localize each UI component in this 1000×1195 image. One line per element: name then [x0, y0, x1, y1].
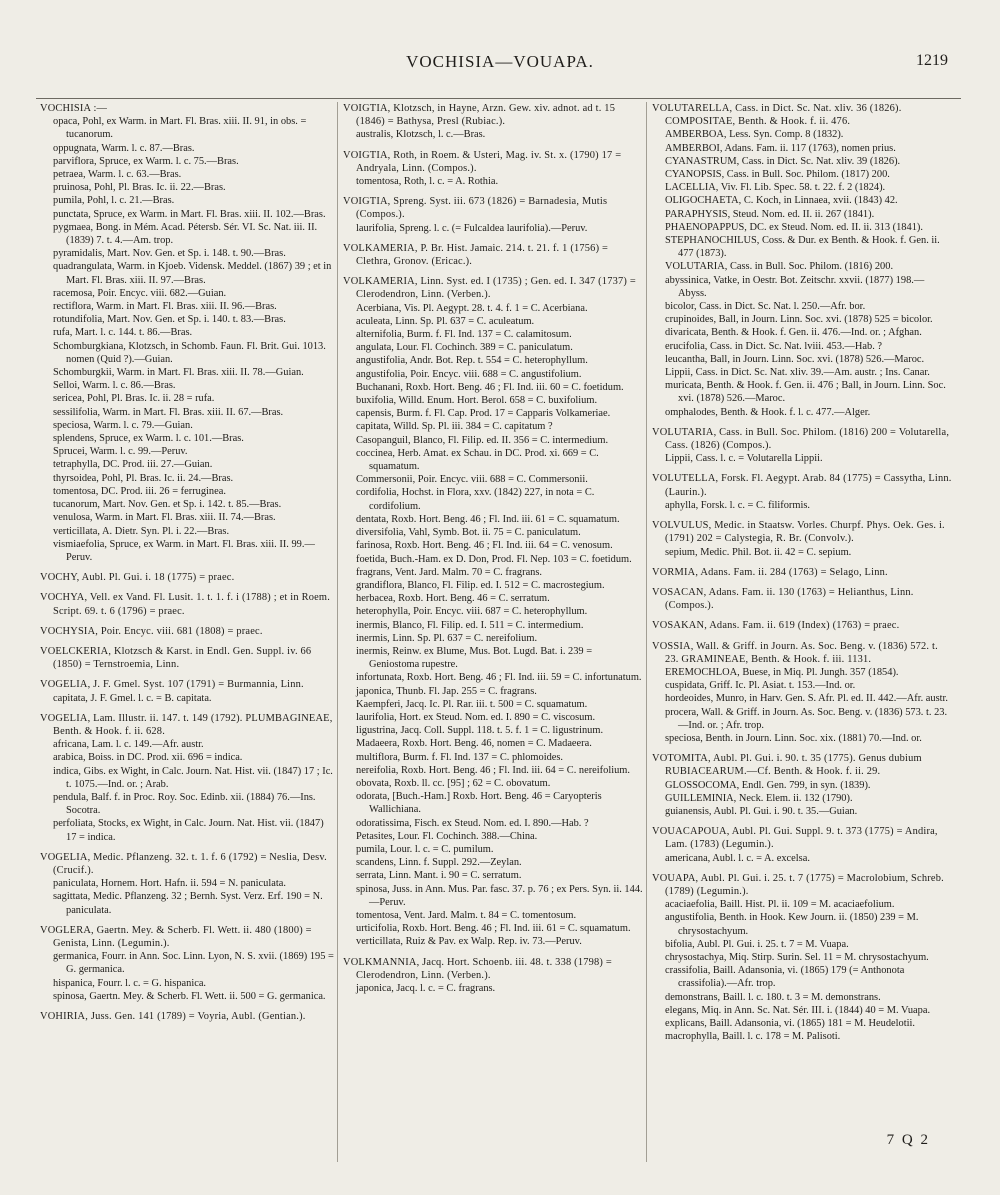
- entry-line: inermis, Blanco, Fl. Filip. ed. I. 511 = C. intermedium.: [356, 619, 584, 631]
- entry-heading: VOIGTIA, Spreng. Syst. iii. 673 (1826) = Barnadesia, Mutis (Compos.).: [343, 196, 608, 221]
- entry-line: pygmaea, Bong. in Mém. Acad. Pétersb. Sér. VI. Sc. Nat. iii. II. (1839) 7. t. 4.—Am. trop.: [53, 221, 318, 247]
- entry-line: angustifolia, Poir. Encyc. viii. 688 = C. angustifolium.: [356, 368, 582, 380]
- entry-heading: VOLUTARELLA, Cass. in Dict. Sc. Nat. xliv. 36 (1826). COMPOSITAE, Benth. & Hook. f. ii. 476.: [652, 103, 902, 128]
- entry-line: pyramidalis, Mart. Nov. Gen. et Sp. i. 148. t. 90.—Bras.: [53, 248, 286, 260]
- entry-line: punctata, Spruce, ex Warm. in Mart. Fl. Bras. xiii. II. 102.—Bras.: [53, 208, 326, 220]
- column-divider: [337, 102, 338, 1162]
- entry-line: Madaeera, Roxb. Hort. Beng. 46, nomen = C. Madaeera.: [356, 738, 592, 750]
- entry-line: CYANASTRUM, Cass. in Dict. Sc. Nat. xliv. 39 (1826).: [665, 155, 901, 167]
- entry-line: parviflora, Spruce, ex Warm. l. c. 75.—Bras.: [53, 155, 239, 167]
- entry-line: opaca, Pohl, ex Warm. in Mart. Fl. Bras. xiii. II. 91, in obs. = tucanorum.: [53, 116, 307, 141]
- entry-line: vismiaefolia, Spruce, ex Warm. in Mart. Fl. Bras. xiii. II. 99.—Peruv.: [53, 538, 315, 563]
- entry-heading: VOHIRIA, Juss. Gen. 141 (1789) = Voyria, Aubl. (Gentian.).: [40, 1011, 306, 1022]
- entry-line: capensis, Burm. f. Fl. Cap. Prod. 17 = Capparis Volkameriae.: [356, 408, 611, 420]
- entry-line: germanica, Fourr. in Ann. Soc. Linn. Lyon, N. S. xvii. (1869) 195 = G. germanica.: [53, 951, 334, 976]
- column-left: [40, 102, 334, 1162]
- entry-line: multiflora, Burm. f. Fl. Ind. 137 = C. phlomoides.: [356, 751, 564, 763]
- entry-heading: VOIGTIA, Klotzsch, in Hayne, Arzn. Gew. xiv. adnot. ad t. 15 (1846) = Bathysa, Presl (Rubiac.).: [343, 103, 616, 128]
- entry-line: japonica, Jacq. l. c. = C. fragrans.: [356, 983, 496, 994]
- entry: [652, 519, 952, 559]
- entry-line: Casopanguil, Blanco, Fl. Filip. ed. II. 356 = C. intermedium.: [356, 434, 609, 446]
- entry-line: africana, Lam. l. c. 149.—Afr. austr.: [53, 739, 204, 751]
- entry-line: Sprucei, Warm. l. c. 99.—Peruv.: [53, 446, 188, 458]
- entry-line: foetida, Buch.-Ham. ex D. Don, Prod. Fl. Nep. 103 = C. foetidum.: [356, 553, 632, 565]
- entry: [40, 678, 334, 704]
- entry-line: hordeoides, Munro, in Harv. Gen. S. Afr. Pl. ed. II. 442.—Afr. austr.: [665, 693, 949, 705]
- entry-line: chrysostachya, Miq. Stirp. Surin. Sel. 11 = M. chrysostachyum.: [665, 951, 929, 963]
- entry-line: spinosa, Juss. in Ann. Mus. Par. fasc. 37. p. 76 ; ex Pers. Syn. ii. 144.—Peruv.: [356, 883, 643, 908]
- entry-line: fragrans, Vent. Jard. Malm. 70 = C. fragrans.: [356, 566, 543, 578]
- page-title: VOCHISIA—VOUAPA.: [406, 52, 594, 71]
- entry-heading: VOELCKERIA, Klotzsch & Karst. in Endl. Gen. Suppl. iv. 66 (1850) = Ternstroemia, Linn.: [40, 645, 312, 671]
- entry-line: quadrangulata, Warm. in Kjoeb. Vidensk. Meddel. (1867) 39 ; et in Mart. Fl. Bras. xiii. II. 97.—Bras.: [53, 261, 332, 286]
- entry-line: PARAPHYSIS, Steud. Nom. ed. II. ii. 267 (1841).: [665, 208, 875, 220]
- entry-line: explicans, Baill. Adansonia, vi. (1865) 181 = M. Heudelotii.: [665, 1018, 916, 1029]
- entry-line: verticillata, Ruiz & Pav. ex Walp. Rep. iv. 73.—Peruv.: [356, 936, 582, 948]
- entry-heading: VOSSIA, Wall. & Griff. in Journ. As. Soc. Beng. v. (1836) 572. t. 23. GRAMINEAE, Benth. & Hook. f. iii. 1131.: [652, 640, 938, 665]
- entry-line: capitata, J. F. Gmel. l. c. = B. capitata.: [53, 692, 212, 704]
- entry-heading: VOLKAMERIA, P. Br. Hist. Jamaic. 214. t. 21. f. 1 (1756) = Clethra, Gronov. (Ericac.).: [343, 242, 609, 268]
- entry: [652, 472, 952, 512]
- entry-line: tomentosa, Vent. Jard. Malm. t. 84 = C. tomentosum.: [356, 909, 577, 921]
- entry-line: farinosa, Roxb. Hort. Beng. 46 ; Fl. Ind. iii. 64 = C. venosum.: [356, 540, 613, 552]
- entry: [40, 571, 334, 584]
- entry-heading: VORMIA, Adans. Fam. ii. 284 (1763) = Selago, Linn.: [652, 566, 888, 578]
- entry-line: oppugnata, Warm. l. c. 87.—Bras.: [53, 142, 195, 154]
- entry-line: Acerbiana, Vis. Pl. Aegypt. 28. t. 4. f. 1 = C. Acerbiana.: [356, 302, 588, 314]
- entry-line: arabica, Boiss. in DC. Prod. xii. 696 = indica.: [53, 752, 243, 764]
- column-middle: [343, 102, 643, 1162]
- entry-line: tomentosa, Roth, l. c. = A. Rothia.: [356, 176, 499, 188]
- entry-line: rotundifolia, Mart. Nov. Gen. et Sp. i. 140. t. 83.—Bras.: [53, 314, 286, 326]
- entry-line: rufa, Mart. l. c. 144. t. 86.—Bras.: [53, 327, 193, 339]
- entry-line: STEPHANOCHILUS, Coss. & Dur. ex Benth. & Hook. f. Gen. ii. 477 (1873).: [665, 235, 940, 260]
- entry-line: procera, Wall. & Griff. in Journ. As. Soc. Beng. v. (1836) 573. t. 23.—Ind. or. ; Afr. trop.: [665, 706, 948, 731]
- entry-line: aculeata, Linn. Sp. Pl. 637 = C. aculeatum.: [356, 315, 535, 327]
- entry-line: demonstrans, Baill. l. c. 180. t. 3 = M. demonstrans.: [665, 991, 881, 1003]
- entry-line: tucanorum, Mart. Nov. Gen. et Sp. i. 142. t. 85.—Bras.: [53, 499, 282, 511]
- entry: [652, 566, 952, 579]
- entry-line: odoratissima, Fisch. ex Steud. Nom. ed. I. 890.—Hab. ?: [356, 817, 589, 829]
- entry-line: thyrsoidea, Pohl, Pl. Bras. Ic. ii. 24.—Bras.: [53, 472, 234, 484]
- entry-line: laurifolia, Hort. ex Steud. Nom. ed. I. 890 = C. viscosum.: [356, 711, 596, 723]
- entry: [343, 242, 643, 268]
- entry-line: sagittata, Medic. Pflanzeng. 32 ; Bernh. Syst. Verz. Erf. 190 = N. paniculata.: [53, 891, 323, 916]
- entry-heading: VOUACAPOUA, Aubl. Pl. Gui. Suppl. 9. t. 373 (1775) = Andira, Lam. (1783) (Legumin.).: [652, 826, 938, 851]
- entry-line: nereifolia, Roxb. Hort. Beng. 46 ; Fl. Ind. iii. 64 = C. nereifolium.: [356, 764, 630, 776]
- entry-line: macrophylla, Baill. l. c. 178 = M. Palisoti.: [665, 1031, 841, 1043]
- entry: [40, 591, 334, 617]
- entry-line: Lippii, Cass. in Dict. Sc. Nat. xliv. 39.—Am. austr. ; Ins. Canar.: [665, 367, 930, 379]
- entry-heading: VOLKAMERIA, Linn. Syst. ed. I (1735) ; Gen. ed. I. 347 (1737) = Clerodendron, Linn. (Verben.).: [343, 276, 636, 301]
- entry-line: paniculata, Hornem. Hort. Hafn. ii. 594 = N. paniculata.: [53, 878, 286, 890]
- entry: [343, 956, 643, 996]
- entry-line: infortunata, Roxb. Hort. Beng. 46 ; Fl. Ind. iii. 59 = C. infortunatum.: [356, 672, 642, 684]
- entry-line: Selloi, Warm. l. c. 86.—Bras.: [53, 380, 176, 392]
- entry-line: Kaempferi, Jacq. Ic. Pl. Rar. iii. t. 500 = C. squamatum.: [356, 698, 588, 710]
- entry-line: indica, Gibs. ex Wight, in Calc. Journ. Nat. Hist. vii. (1847) 17 ; Ic. t. 1075.—Ind. or. ; Arab.: [53, 765, 333, 790]
- entry: [40, 645, 334, 671]
- entry: [40, 851, 334, 917]
- entry-line: buxifolia, Willd. Enum. Hort. Berol. 658 = C. buxifolium.: [356, 395, 598, 407]
- entry-line: speciosa, Warm. l. c. 79.—Guian.: [53, 419, 193, 431]
- entry: [40, 1010, 334, 1023]
- entry-line: PHAENOPAPPUS, DC. ex Steud. Nom. ed. II. ii. 313 (1841).: [665, 221, 923, 233]
- entry-line: grandiflora, Blanco, Fl. Filip. ed. I. 512 = C. macrostegium.: [356, 579, 605, 591]
- entry-line: elegans, Miq. in Ann. Sc. Nat. Sér. III. i. (1844) 40 = M. Vuapa.: [665, 1004, 931, 1016]
- entry-heading: VOCHYSIA, Poir. Encyc. viii. 681 (1808) = praec.: [40, 625, 263, 637]
- entry-line: inermis, Linn. Sp. Pl. 637 = C. nereifolium.: [356, 632, 538, 644]
- entry: [40, 102, 334, 564]
- entry-line: guianensis, Aubl. Pl. Gui. i. 90. t. 35.—Guian.: [665, 805, 858, 817]
- entry-line: OLIGOCHAETA, C. Koch, in Linnaea, xvii. (1843) 42.: [665, 195, 898, 207]
- entry-line: diversifolia, Vahl, Symb. Bot. ii. 75 = C. paniculatum.: [356, 527, 581, 539]
- entry-line: rectiflora, Warm. in Mart. Fl. Bras. xiii. II. 96.—Bras.: [53, 301, 277, 313]
- entry-line: AMBERBOA, Less. Syn. Comp. 8 (1832).: [665, 129, 844, 141]
- entry-line: sessilifolia, Warm. in Mart. Fl. Bras. xiii. II. 67.—Bras.: [53, 406, 284, 418]
- entry-line: venulosa, Warm. in Mart. Fl. Bras. xiii. II. 74.—Bras.: [53, 512, 276, 524]
- entry-line: CYANOPSIS, Cass. in Bull. Soc. Philom. (1817) 200.: [665, 169, 890, 181]
- entry-line: laurifolia, Spreng. l. c. (= Fulcaldea laurifolia).—Peruv.: [356, 222, 588, 234]
- entry-heading: VOTOMITA, Aubl. Pl. Gui. i. 90. t. 35 (1775). Genus dubium RUBIACEARUM.—Cf. Benth. & Hook. f. ii. 29.: [652, 753, 922, 778]
- entry-line: scandens, Linn. f. Suppl. 292.—Zeylan.: [356, 857, 522, 869]
- signature-mark: 7 Q 2: [886, 1132, 930, 1148]
- entry-line: coccinea, Herb. Amat. ex Schau. in DC. Prod. xi. 669 = C. squamatum.: [356, 447, 599, 473]
- entry-line: leucantha, Ball, in Journ. Linn. Soc. xvi. (1878) 526.—Maroc.: [665, 353, 925, 365]
- entry-heading: VOGELIA, J. F. Gmel. Syst. 107 (1791) = Burmannia, Linn.: [40, 679, 304, 691]
- entry-line: divaricata, Benth. & Hook. f. Gen. ii. 476.—Ind. or. ; Afghan.: [665, 327, 922, 339]
- entry: [652, 586, 952, 612]
- entry-line: alternifolia, Burm. f. Fl. Ind. 137 = C. calamitosum.: [356, 329, 572, 341]
- entry-line: sericea, Pohl, Pl. Bras. Ic. ii. 28 = rufa.: [53, 393, 215, 405]
- entry: [652, 752, 952, 818]
- entry-heading: VOCHYA, Vell. ex Vand. Fl. Lusit. 1. t. 1. f. i (1788) ; et in Roem. Script. 69. t. 6 (1796) = praec.: [40, 592, 330, 617]
- entry-heading: VOIGTIA, Roth, in Roem. & Usteri, Mag. iv. St. x. (1790) 17 = Andryala, Linn. (Compos.).: [343, 149, 622, 174]
- entry-line: herbacea, Roxb. Hort. Beng. 46 = C. serratum.: [356, 593, 550, 605]
- entry: [652, 426, 952, 466]
- entry-line: urticifolia, Roxb. Hort. Beng. 46 ; Fl. Ind. iii. 61 = C. squamatum.: [356, 923, 631, 935]
- entry-heading: VOCHY, Aubl. Pl. Gui. i. 18 (1775) = praec.: [40, 572, 235, 584]
- entry-line: AMBERBOI, Adans. Fam. ii. 117 (1763), nomen prius.: [665, 142, 896, 154]
- entry-line: pendula, Balf. f. in Proc. Roy. Soc. Edinb. xii. (1884) 76.—Ins. Socotra.: [53, 791, 316, 817]
- entry-line: heterophylla, Poir. Encyc. viii. 687 = C. heterophyllum.: [356, 606, 588, 618]
- entry-line: tomentosa, DC. Prod. iii. 26 = ferruginea.: [53, 485, 226, 497]
- entry: [40, 924, 334, 1003]
- entry-line: bifolia, Aubl. Pl. Gui. i. 25. t. 7 = M. Vuapa.: [665, 938, 849, 950]
- entry-line: australis, Klotzsch, l. c.—Bras.: [356, 129, 486, 141]
- entry-line: pumila, Pohl, l. c. 21.—Bras.: [53, 195, 175, 207]
- column-divider: [646, 102, 647, 1162]
- entry-heading: VOGLERA, Gaertn. Mey. & Scherb. Fl. Wett. ii. 480 (1800) = Genista, Linn. (Legumin.).: [40, 924, 312, 949]
- entry-line: Petasites, Lour. Fl. Cochinch. 388.—China.: [356, 830, 538, 842]
- entry-line: serrata, Linn. Mant. i. 90 = C. serratum.: [356, 870, 522, 882]
- entry-line: Schomburgkiana, Klotzsch, in Schomb. Faun. Fl. Brit. Gui. 1013. nomen (Quid ?).—Guian.: [53, 340, 326, 365]
- entry-line: capitata, Willd. Sp. Pl. iii. 384 = C. capitatum ?: [356, 421, 553, 433]
- entry-line: racemosa, Poir. Encyc. viii. 682.—Guian.: [53, 287, 227, 299]
- column-right: [652, 102, 952, 1162]
- entry-line: hispanica, Fourr. l. c. = G. hispanica.: [53, 977, 207, 989]
- entry-line: Schomburgkii, Warm. in Mart. Fl. Bras. xiii. II. 78.—Guian.: [53, 367, 304, 379]
- entry-line: cordifolia, Hochst. in Flora, xxv. (1842) 227, in nota = C. cordifolium.: [356, 487, 595, 512]
- entry: [652, 825, 952, 865]
- entry-line: omphalodes, Benth. & Hook. f. l. c. 477.—Alger.: [665, 406, 871, 418]
- entry-heading: VOLUTELLA, Forsk. Fl. Aegypt. Arab. 84 (1775) = Cassytha, Linn. (Laurin.).: [652, 473, 952, 498]
- entry-line: inermis, Reinw. ex Blume, Mus. Bot. Lugd. Bat. i. 239 = Geniostoma rupestre.: [356, 645, 593, 671]
- entry-line: pruinosa, Pohl, Pl. Bras. Ic. ii. 22.—Bras.: [53, 182, 226, 194]
- entry-line: Commersonii, Poir. Encyc. viii. 688 = C. Commersonii.: [356, 474, 588, 486]
- entry-line: japonica, Thunb. Fl. Jap. 255 = C. fragrans.: [356, 685, 537, 697]
- entry-line: GUILLEMINIA, Neck. Elem. ii. 132 (1790).: [665, 792, 853, 804]
- entry-line: EREMOCHLOA, Buese, in Miq. Pl. Jungh. 357 (1854).: [665, 666, 899, 678]
- entry-line: crupinoides, Ball, in Journ. Linn. Soc. xvi. (1878) 525 = bicolor.: [665, 314, 933, 326]
- entry-line: sepium, Medic. Phil. Bot. ii. 42 = C. sepium.: [665, 546, 852, 558]
- entry-line: VOLUTARIA, Cass. in Bull. Soc. Philom. (1816) 200.: [665, 261, 894, 273]
- entry-line: GLOSSOCOMA, Endl. Gen. 799, in syn. (1839).: [665, 779, 871, 791]
- entry-line: odorata, [Buch.-Ham.] Roxb. Hort. Beng. 46 = Caryopteris Wallichiana.: [356, 791, 602, 816]
- entry-line: americana, Aubl. l. c. = A. excelsa.: [665, 852, 810, 864]
- page-number: 1219: [916, 52, 948, 69]
- entry-heading: VOSACAN, Adans. Fam. ii. 130 (1763) = Helianthus, Linn. (Compos.).: [652, 586, 914, 612]
- entry-line: cuspidata, Griff. Ic. Pl. Asiat. t. 153.—Ind. or.: [665, 680, 856, 692]
- entry-heading: VOLKMANNIA, Jacq. Hort. Schoenb. iii. 48. t. 338 (1798) = Clerodendron, Linn. (Verben.).: [343, 956, 612, 981]
- entry-line: aphylla, Forsk. l. c. = C. filiformis.: [665, 499, 810, 511]
- entry-line: muricata, Benth. & Hook. f. Gen. ii. 476 ; Ball, in Journ. Linn. Soc. xvi. (1878) 526.—Maroc.: [665, 380, 946, 405]
- entry-line: Lippii, Cass. l. c. = Volutarella Lippii.: [665, 453, 823, 465]
- entry: [652, 102, 952, 419]
- entry-line: erucifolia, Cass. in Dict. Sc. Nat. lviii. 453.—Hab. ?: [665, 340, 883, 352]
- entry-line: angustifolia, Andr. Bot. Rep. t. 554 = C. heterophyllum.: [356, 355, 588, 367]
- entry-line: bicolor, Cass. in Dict. Sc. Nat. l. 250.—Afr. bor.: [665, 301, 866, 313]
- entry-line: speciosa, Benth. in Journ. Linn. Soc. xix. (1881) 70.—Ind. or.: [665, 732, 922, 744]
- entry-heading: VOGELIA, Lam. Illustr. ii. 147. t. 149 (1792). PLUMBAGINEAE, Benth. & Hook. f. ii. 628.: [40, 712, 333, 737]
- entry: [40, 625, 334, 638]
- entry-line: spinosa, Gaertn. Mey. & Scherb. Fl. Wett. ii. 500 = G. germanica.: [53, 990, 326, 1002]
- entry-line: perfoliata, Stocks, ex Wight, in Calc. Journ. Nat. Hist. vii. (1847) 17 = indica.: [53, 818, 324, 843]
- entry: [40, 712, 334, 844]
- entry-line: dentata, Roxb. Hort. Beng. 46 ; Fl. Ind. iii. 61 = C. squamatum.: [356, 513, 620, 525]
- entry: [343, 102, 643, 142]
- entry-line: verticillata, A. Dietr. Syn. Pl. i. 22.—Bras.: [53, 525, 230, 537]
- entry: [652, 872, 952, 1044]
- entry-line: petraea, Warm. l. c. 63.—Bras.: [53, 169, 182, 181]
- entry-line: LACELLIA, Viv. Fl. Lib. Spec. 58. t. 22. f. 2 (1824).: [665, 182, 886, 194]
- entry-heading: VOLVULUS, Medic. in Staatsw. Vorles. Churpf. Phys. Oek. Ges. i. (1791) 202 = Calystegia, R. Br. (Convolv.).: [652, 520, 945, 545]
- entry-line: Buchanani, Roxb. Hort. Beng. 46 ; Fl. Ind. iii. 60 = C. foetidum.: [356, 381, 624, 393]
- entry: [343, 149, 643, 189]
- entry-heading: VOSAKAN, Adans. Fam. ii. 619 (Index) (1763) = praec.: [652, 620, 900, 632]
- entry-line: splendens, Spruce, ex Warm. l. c. 101.—Bras.: [53, 433, 244, 445]
- entry: [343, 195, 643, 235]
- entry-heading: VOUAPA, Aubl. Pl. Gui. i. 25. t. 7 (1775) = Macrolobium, Schreb. (1789) (Legumin.).: [652, 872, 944, 897]
- entry-heading: VOCHISIA :—: [40, 103, 108, 114]
- entry-line: pumila, Lour. l. c. = C. pumilum.: [356, 843, 494, 855]
- entry-line: obovata, Roxb. ll. cc. [95] ; 62 = C. obovatum.: [356, 777, 551, 789]
- entry-line: angustifolia, Benth. in Hook. Kew Journ. ii. (1850) 239 = M. chrysostachyum.: [665, 912, 919, 937]
- page-header: [0, 52, 1000, 78]
- entry-line: crassifolia, Baill. Adansonia, vi. (1865) 179 (= Anthonota crassifolia).—Afr. trop.: [665, 965, 905, 990]
- entry-line: tetraphylla, DC. Prod. iii. 27.—Guian.: [53, 459, 213, 471]
- entry: [652, 619, 952, 632]
- entry-line: ligustrina, Jacq. Coll. Suppl. 118. t. 5. f. 1 = C. ligustrinum.: [356, 725, 604, 737]
- entry-heading: VOGELIA, Medic. Pflanzeng. 32. t. 1. f. 6 (1792) = Neslia, Desv. (Crucif.).: [40, 851, 327, 876]
- entry: [652, 640, 952, 746]
- header-rule: [36, 98, 961, 99]
- entry-line: angulata, Lour. Fl. Cochinch. 389 = C. paniculatum.: [356, 342, 573, 354]
- entry: [343, 275, 643, 948]
- entry-heading: VOLUTARIA, Cass. in Bull. Soc. Philom. (1816) 200 = Volutarella, Cass. (1826) (Compos.).: [652, 426, 950, 452]
- entry-line: acaciaefolia, Baill. Hist. Pl. ii. 109 = M. acaciaefolium.: [665, 899, 895, 911]
- entry-line: abyssinica, Vatke, in Oestr. Bot. Zeitschr. xxvii. (1877) 198.—Abyss.: [665, 274, 925, 299]
